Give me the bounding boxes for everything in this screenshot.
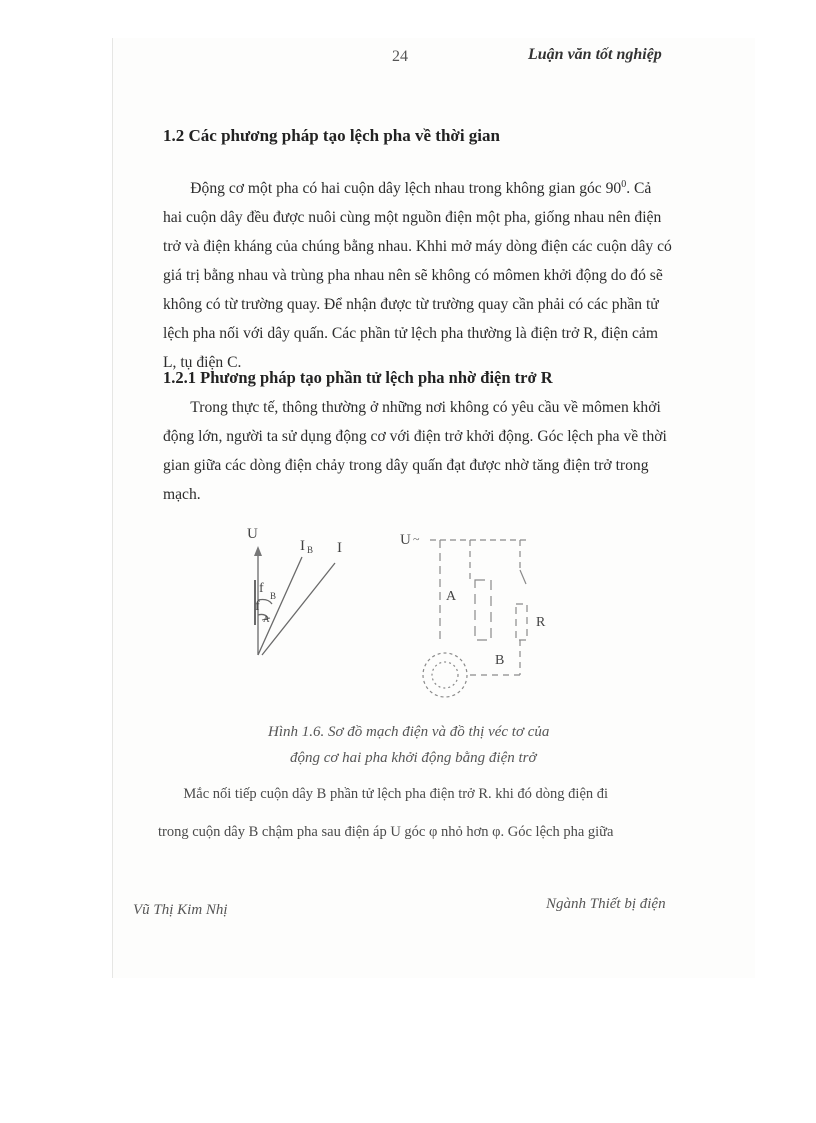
paragraph-line: Mắc nối tiếp cuộn dây B phần tử lệch pha điện trở R. khi đó dòng điện đi <box>183 786 609 802</box>
label-ib-sub: B <box>307 545 314 555</box>
paragraph-line: động lớn, người ta sử dụng động cơ với điện trở khởi động. Góc lệch pha về thời <box>163 428 667 445</box>
paragraph-line: trở và điện kháng của chúng bằng nhau. Khhi mở máy dòng điện các cuộn dây có <box>163 238 672 256</box>
footer-department: Ngành Thiết bị điện <box>546 896 666 912</box>
label-ib: I <box>300 538 305 554</box>
label-phi-b-sub: B <box>270 591 277 601</box>
page-number: 24 <box>392 48 408 65</box>
section-title: 1.2 Các phương pháp tạo lệch pha về thời gian <box>163 126 500 145</box>
motor-icon <box>423 653 467 697</box>
current-b-vector <box>258 557 302 655</box>
figure-caption-line-2: động cơ hai pha khởi động bằng điện trở <box>290 750 537 766</box>
label-i: I <box>337 540 342 556</box>
header-title: Luận văn tốt nghiệp <box>528 46 662 63</box>
label-u: U <box>247 526 258 542</box>
footer-author: Vũ Thị Kim Nhị <box>133 902 228 918</box>
label-phi-b: f <box>259 581 264 596</box>
rotor-icon <box>432 662 458 688</box>
paragraph-line: lệch pha nối với dây quấn. Các phần tử lệch pha thường là điện trở R, điện cảm <box>163 325 659 343</box>
paragraph-line: Trong thực tế, thông thường ở những nơi không có yêu cầu về mômen khởi <box>190 399 661 416</box>
vector-diagram <box>254 546 335 655</box>
circuit-diagram <box>423 540 530 697</box>
circuit-label-a: A <box>446 589 457 604</box>
paragraph-line: Động cơ một pha có hai cuộn dây lệch nhau trong không gian góc $90^0$. Cả <box>190 179 652 198</box>
paragraph-line: L, tụ điện C. <box>163 354 242 372</box>
figure-caption-line-1: Hình 1.6. Sơ đồ mạch điện và đồ thị véc tơ của <box>268 724 550 740</box>
label-phi-a-sub: A <box>263 614 270 624</box>
winding-a <box>475 580 491 640</box>
paragraph-3 <box>158 775 613 851</box>
subsection-title: 1.2.1 Phương pháp tạo phần tử lệch pha nhờ điện trở R <box>163 368 553 387</box>
circuit-label-b: B <box>495 653 505 668</box>
paragraph-line: mạch. <box>163 486 201 503</box>
resistor-r <box>516 604 527 640</box>
switch-icon <box>520 570 526 584</box>
circuit-label-u: U <box>400 532 411 548</box>
paragraph-line: trong cuộn dây B chậm pha sau điện áp U góc φ nhỏ hơn φ. Góc lệch pha giữa <box>158 824 614 840</box>
paragraph-line: gian giữa các dòng điện chảy trong dây quấn đạt được nhờ tăng điện trở trong <box>163 457 649 474</box>
paragraph-line: hai cuộn dây đều được nuôi cùng một nguồn điện một pha, giống nhau nên điện <box>163 209 662 227</box>
tilde-icon: ~ <box>413 532 420 546</box>
paragraph-line: không có từ trường quay. Để nhận được từ trường quay cần phải có các phần tử <box>163 296 659 314</box>
label-phi-a: f <box>255 599 260 614</box>
current-vector <box>262 563 335 655</box>
paragraph-line: giá trị bằng nhau và trùng pha nhau nên sẽ không có mômen khởi động do đó sẽ <box>163 267 663 285</box>
arrowhead-icon <box>254 546 262 556</box>
circuit-label-r: R <box>536 615 546 630</box>
